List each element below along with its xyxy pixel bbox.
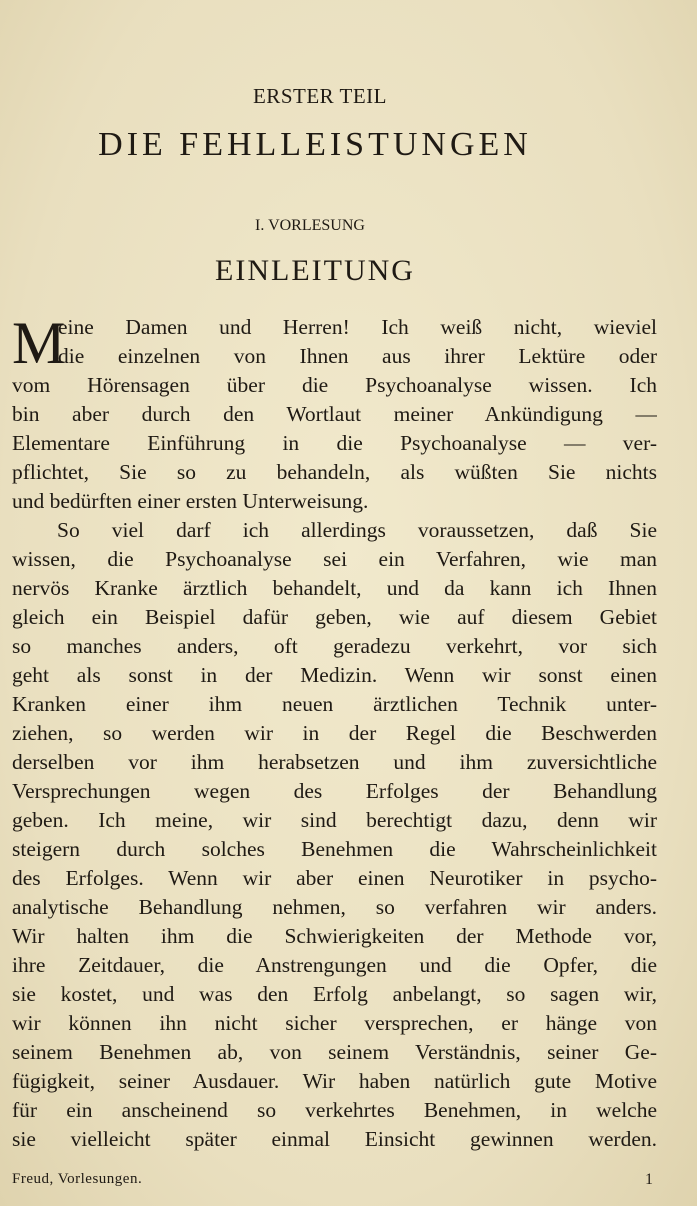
text-line: steigern durch solches Benehmen die Wahrscheinlichkeit [12,837,657,861]
text-line: bin aber durch den Wortlaut meiner Ankündigung — [12,402,657,426]
text-line: wissen, die Psychoanalyse sei ein Verfahren, wie man [12,547,657,571]
text-line: gleich ein Beispiel dafür geben, wie auf diesem Gebiet [12,605,657,629]
text-line: des Erfolges. Wenn wir aber einen Neurotiker in psycho- [12,866,657,890]
text-line: seinem Benehmen ab, von seinem Verständnis, seiner Ge- [12,1040,657,1064]
text-line: So viel darf ich allerdings voraussetzen, daß Sie [57,518,657,542]
text-line: fügigkeit, seiner Ausdauer. Wir haben natürlich gute Motive [12,1069,657,1093]
drop-cap: M [12,310,66,376]
text-line: nervös Kranke ärztlich behandelt, und da kann ich Ihnen [12,576,657,600]
lecture-title: EINLEITUNG [215,254,415,287]
text-line: vom Hörensagen über die Psychoanalyse wissen. Ich [12,373,657,397]
text-line: eine Damen und Herren! Ich weiß nicht, wieviel [58,315,657,339]
text-line: derselben vor ihm herabsetzen und ihm zuversichtliche [12,750,657,774]
first-paragraph-start [12,310,657,376]
text-line: sie vielleicht später einmal Einsicht gewinnen werden. [12,1127,657,1151]
text-line: geben. Ich meine, wir sind berechtigt dazu, denn wir [12,808,657,832]
lecture-number: I. VORLESUNG [255,217,365,234]
text-line: ihre Zeitdauer, die Anstrengungen und die Opfer, die [12,953,657,977]
page-number: 1 [645,1171,653,1188]
text-line: so manches anders, oft geradezu verkehrt, vor sich [12,634,657,658]
text-line: wir können ihn nicht sicher versprechen, er hänge von [12,1011,657,1035]
body-text [12,310,657,1154]
text-line: die einzelnen von Ihnen aus ihrer Lektüre oder [58,344,657,368]
text-line: Elementare Einführung in die Psychoanalyse — ver- [12,431,657,455]
text-line: Wir halten ihm die Schwierigkeiten der Methode vor, [12,924,657,948]
text-line: ziehen, so werden wir in der Regel die Beschwerden [12,721,657,745]
text-line: Versprechungen wegen des Erfolges der Behandlung [12,779,657,803]
footer-source: Freud, Vorlesungen. [12,1171,143,1187]
text-line: geht als sonst in der Medizin. Wenn wir sonst einen [12,663,657,687]
main-title: DIE FEHLLEISTUNGEN [98,126,532,163]
text-line: analytische Behandlung nehmen, so verfahren wir anders. [12,895,657,919]
text-line: und bedürften einer ersten Unterweisung. [12,489,369,513]
text-line: für ein anscheinend so verkehrtes Benehmen, in welche [12,1098,657,1122]
part-title: ERSTER TEIL [252,84,388,108]
text-line: pflichtet, Sie so zu behandeln, als wüßten Sie nichts [12,460,657,484]
text-line: sie kostet, und was den Erfolg anbelangt, so sagen wir, [12,982,657,1006]
text-line: Kranken einer ihm neuen ärztlichen Technik unter- [12,692,657,716]
